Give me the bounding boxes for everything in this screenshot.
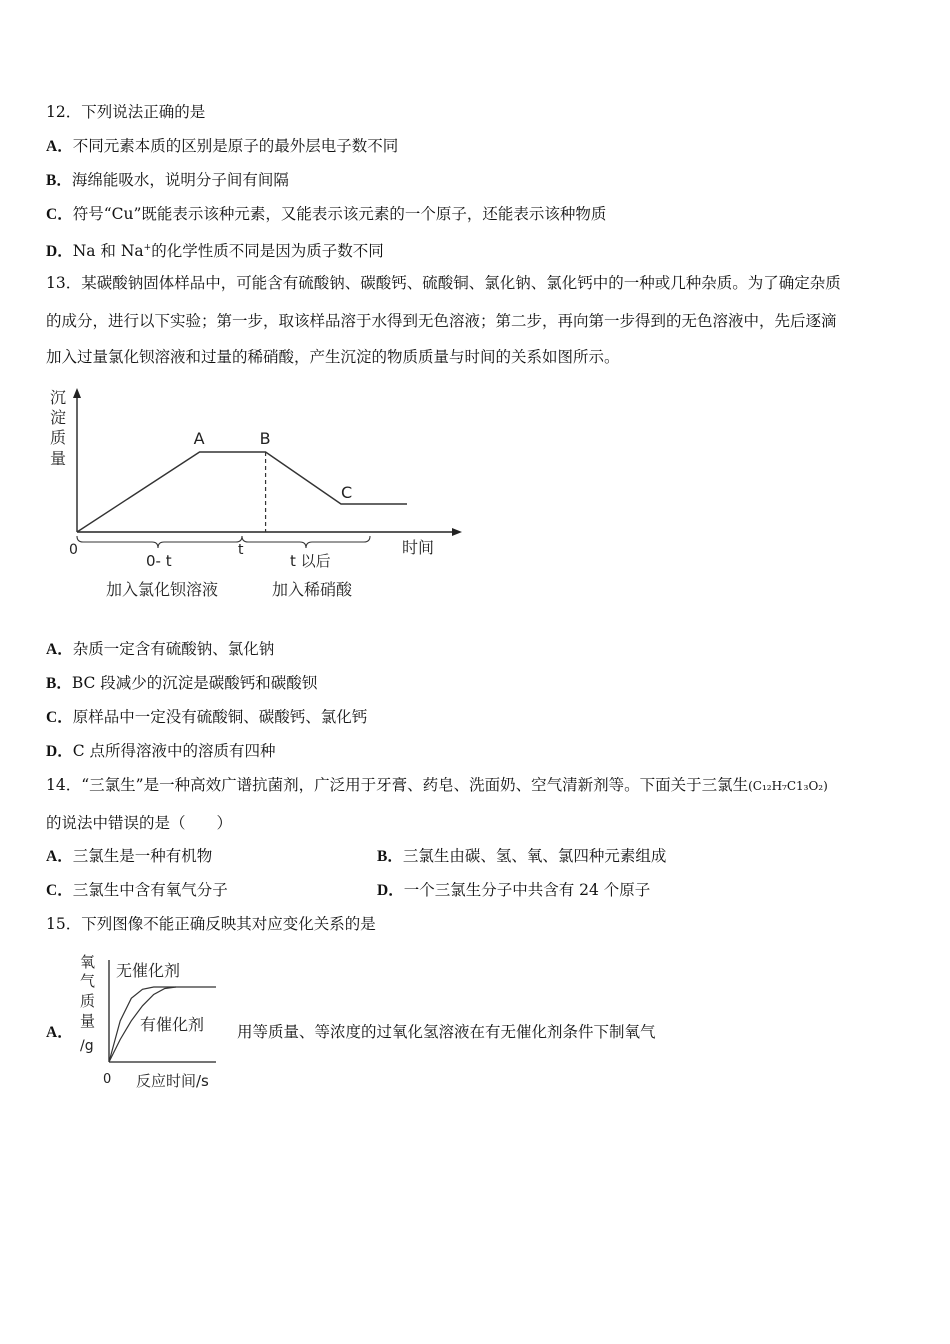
y-label-char-3: 质 xyxy=(80,992,96,1010)
x-axis-label: 反应时间/s xyxy=(136,1072,209,1090)
legend-catalyst: 有催化剂 xyxy=(140,1015,205,1034)
sediment-series-line xyxy=(77,452,407,532)
y-label-char-4: 量 xyxy=(80,1012,96,1030)
q14-formula: (C₁₂H₇C1₃O₂) xyxy=(748,779,828,793)
q14-option-c: C．三氯生中含有氧气分子 xyxy=(46,881,228,899)
x-tick-0-t: 0- t xyxy=(146,552,172,570)
q15-chart xyxy=(76,950,226,1090)
y-label-char-3: 质 xyxy=(50,428,67,447)
q13-stem-line-1: 13．某碳酸钠固体样品中，可能含有硫酸钠、碳酸钙、硫酸铜、氯化钠、氯化钙中的一种或几种杂质。为了确定杂质 xyxy=(46,274,841,292)
y-label-char-1: 沉 xyxy=(50,388,67,407)
x-tick-after-t: t 以后 xyxy=(290,552,331,570)
q13-option-d: D．C 点所得溶液中的溶质有四种 xyxy=(46,742,276,760)
y-label-unit: /g xyxy=(80,1038,94,1054)
q14-option-a: A．三氯生是一种有机物 xyxy=(46,847,213,865)
q13-chart xyxy=(40,380,480,610)
y-label-char-2: 淀 xyxy=(50,408,67,427)
x-axis-arrow xyxy=(452,528,462,536)
x-tick-t: t xyxy=(238,542,244,558)
q12-option-d: D．Na 和 Na+的化学性质不同是因为质子数不同 xyxy=(46,242,384,261)
x-axis-label: 时间 xyxy=(402,538,435,557)
brace-label-bacl2: 加入氯化钡溶液 xyxy=(106,580,219,599)
origin-label: 0 xyxy=(103,1072,112,1087)
q13-stem-line-3: 加入过量氯化钡溶液和过量的稀硝酸，产生沉淀的物质质量与时间的关系如图所示。 xyxy=(46,348,620,366)
origin-label: 0 xyxy=(69,542,78,558)
legend-no-catalyst: 无催化剂 xyxy=(116,961,181,980)
y-label-char-1: 氧 xyxy=(80,953,96,971)
q14-option-d: D．一个三氯生分子中共含有 24 个原子 xyxy=(377,881,651,899)
point-label-a: A xyxy=(193,429,205,448)
q13-option-b: B．BC 段减少的沉淀是碳酸钙和碳酸钡 xyxy=(46,674,318,692)
q13-stem-line-2: 的成分，进行以下实验；第一步，取该样品溶于水得到无色溶液；第二步，再向第一步得到的无色溶液中，先后逐滴 xyxy=(46,312,837,330)
q12-stem: 12．下列说法正确的是 xyxy=(46,103,206,121)
q12-option-c: C．符号“Cu”既能表示该种元素，又能表示该元素的一个原子，还能表示该种物质 xyxy=(46,205,607,223)
q12-option-b: B．海绵能吸水，说明分子间有间隔 xyxy=(46,171,289,189)
q15-stem: 15．下列图像不能正确反映其对应变化关系的是 xyxy=(46,915,376,933)
q13-option-c: C．原样品中一定没有硫酸铜、碳酸钙、氯化钙 xyxy=(46,708,368,726)
q14-stem-line-2: 的说法中错误的是（ ） xyxy=(46,814,233,832)
q15-option-a-text: 用等质量、等浓度的过氧化氢溶液在有无催化剂条件下制氧气 xyxy=(237,1023,656,1041)
y-label-char-2: 气 xyxy=(80,972,96,990)
brace-label-hno3: 加入稀硝酸 xyxy=(272,580,353,599)
point-label-b: B xyxy=(259,429,271,448)
y-axis-arrow xyxy=(73,388,81,398)
y-label-char-4: 量 xyxy=(50,449,67,468)
q15-option-a-letter: A． xyxy=(46,1024,73,1041)
q14-stem-line-1: 14．“三氯生”是一种高效广谱抗菌剂，广泛用于牙膏、药皂、洗面奶、空气清新剂等。下面关于三氯生(C₁₂H₇C1₃O₂) xyxy=(46,776,828,794)
q14-option-b: B．三氯生由碳、氢、氧、氯四种元素组成 xyxy=(377,847,667,865)
brace-after-t xyxy=(242,536,370,548)
q13-option-a: A．杂质一定含有硫酸钠、氯化钠 xyxy=(46,640,275,658)
q12-option-a: A．不同元素本质的区别是原子的最外层电子数不同 xyxy=(46,137,399,155)
brace-0-t xyxy=(77,536,242,548)
point-label-c: C xyxy=(341,483,353,502)
